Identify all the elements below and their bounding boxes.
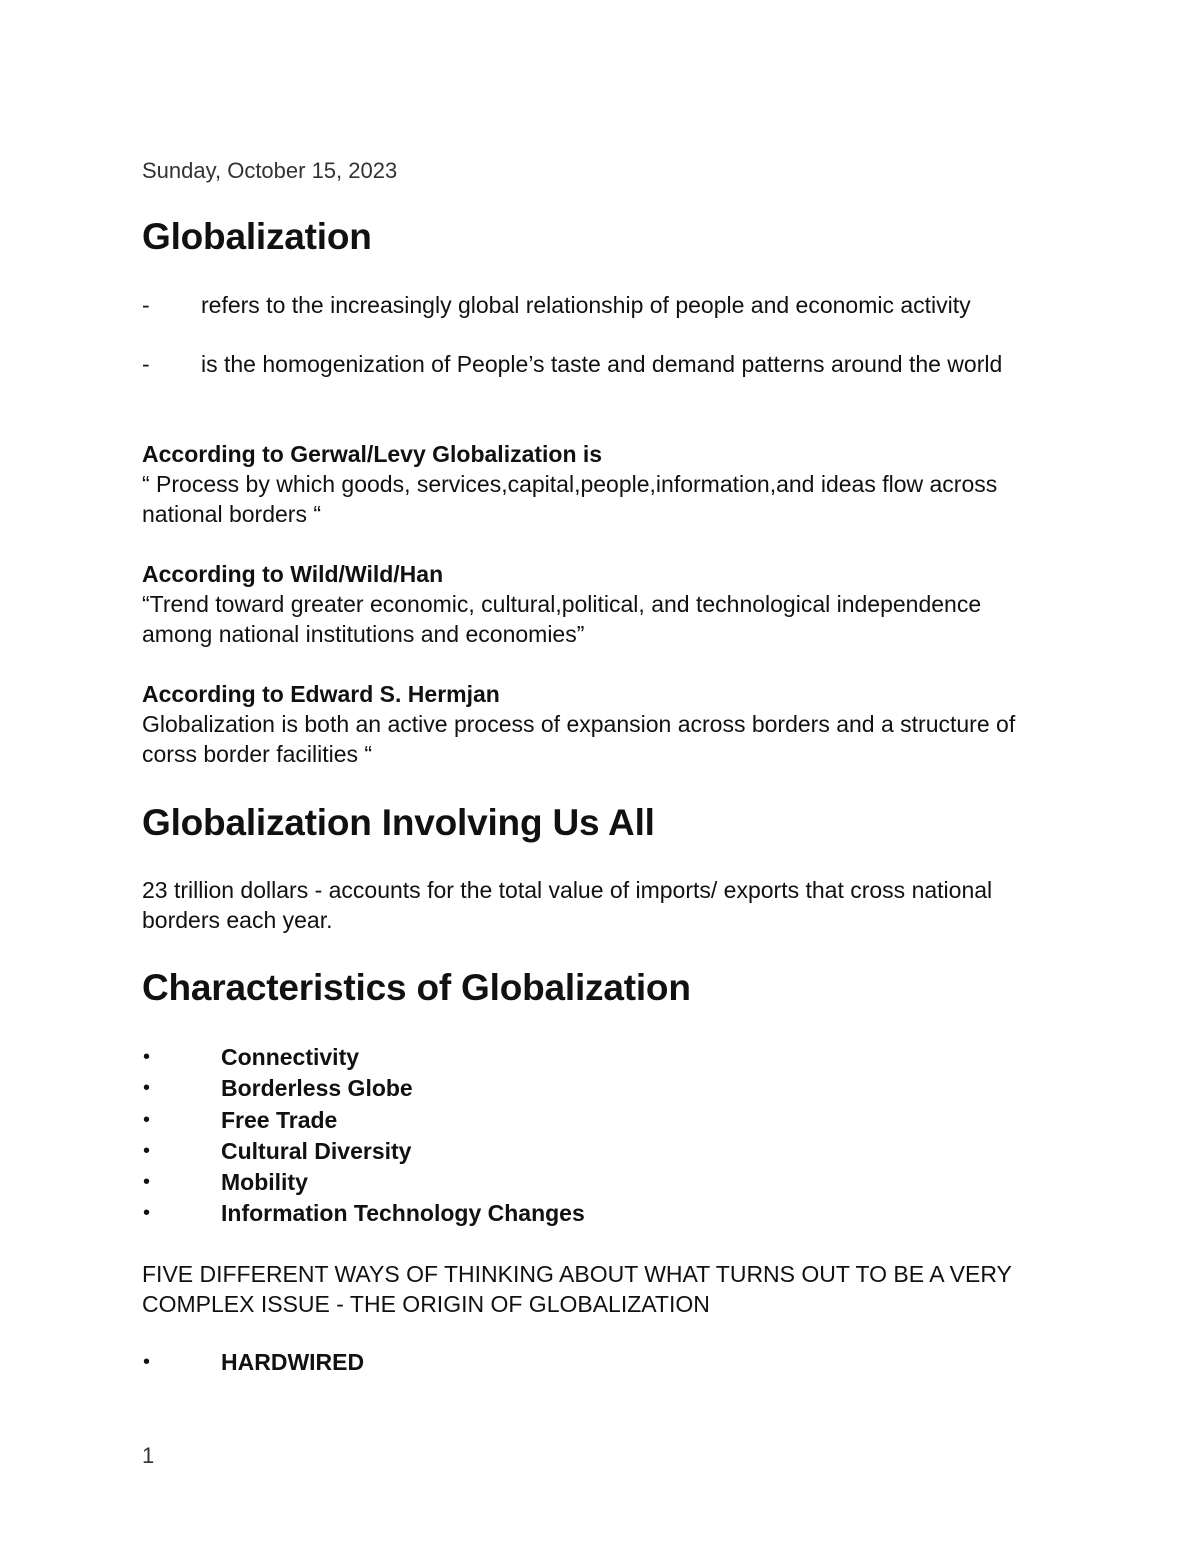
- section-title-globalization: Globalization: [142, 216, 372, 257]
- bullet-icon: •: [143, 1109, 151, 1131]
- characteristic-item: Information Technology Changes: [221, 1200, 585, 1226]
- bullet-icon: •: [143, 1140, 151, 1162]
- bullet-icon: •: [143, 1351, 151, 1373]
- section-title-involving-us-all: Globalization Involving Us All: [142, 802, 655, 843]
- quote-text-wild-wild-han: “Trend toward greater economic, cultural,political, and technological independence among national institutions and economies”: [142, 591, 982, 647]
- page-number: 1: [142, 1443, 155, 1468]
- section-text-trade-value: 23 trillion dollars - accounts for the total value of imports/ exports that cross national borders each year.: [142, 877, 993, 933]
- quote-text-gerwal-levy: “ Process by which goods, services,capital,people,information,and ideas flow across national borders “: [142, 471, 998, 527]
- quote-text-edward-hermjan: Globalization is both an active process of expansion across borders and a structure of corss border facilities “: [142, 711, 1016, 767]
- quote-heading-wild-wild-han: According to Wild/Wild/Han: [142, 561, 444, 587]
- section-title-characteristics: Characteristics of Globalization: [142, 967, 691, 1008]
- bullet-icon: •: [143, 1202, 151, 1224]
- characteristic-item: Borderless Globe: [221, 1075, 413, 1101]
- definition-item: refers to the increasingly global relationship of people and economic activity: [201, 292, 971, 318]
- characteristic-item: Cultural Diversity: [221, 1138, 412, 1164]
- dash-marker: -: [142, 292, 150, 318]
- definition-item: is the homogenization of People’s taste and demand patterns around the world: [201, 351, 1003, 377]
- bullet-icon: •: [143, 1046, 151, 1068]
- characteristic-item: Connectivity: [221, 1044, 360, 1070]
- origin-paragraph: FIVE DIFFERENT WAYS OF THINKING ABOUT WHAT TURNS OUT TO BE A VERY COMPLEX ISSUE - THE ORIGIN OF GLOBALIZATION: [142, 1261, 1012, 1317]
- characteristic-item: Mobility: [221, 1169, 308, 1195]
- characteristic-item: Free Trade: [221, 1107, 338, 1133]
- bullet-icon: •: [143, 1171, 151, 1193]
- quote-heading-edward-hermjan: According to Edward S. Hermjan: [142, 681, 500, 707]
- quote-heading-gerwal-levy: According to Gerwal/Levy Globalization is: [142, 441, 603, 467]
- origin-item: HARDWIRED: [221, 1349, 365, 1375]
- bullet-icon: •: [143, 1077, 151, 1099]
- document-date: Sunday, October 15, 2023: [142, 158, 398, 183]
- dash-marker: -: [142, 351, 150, 377]
